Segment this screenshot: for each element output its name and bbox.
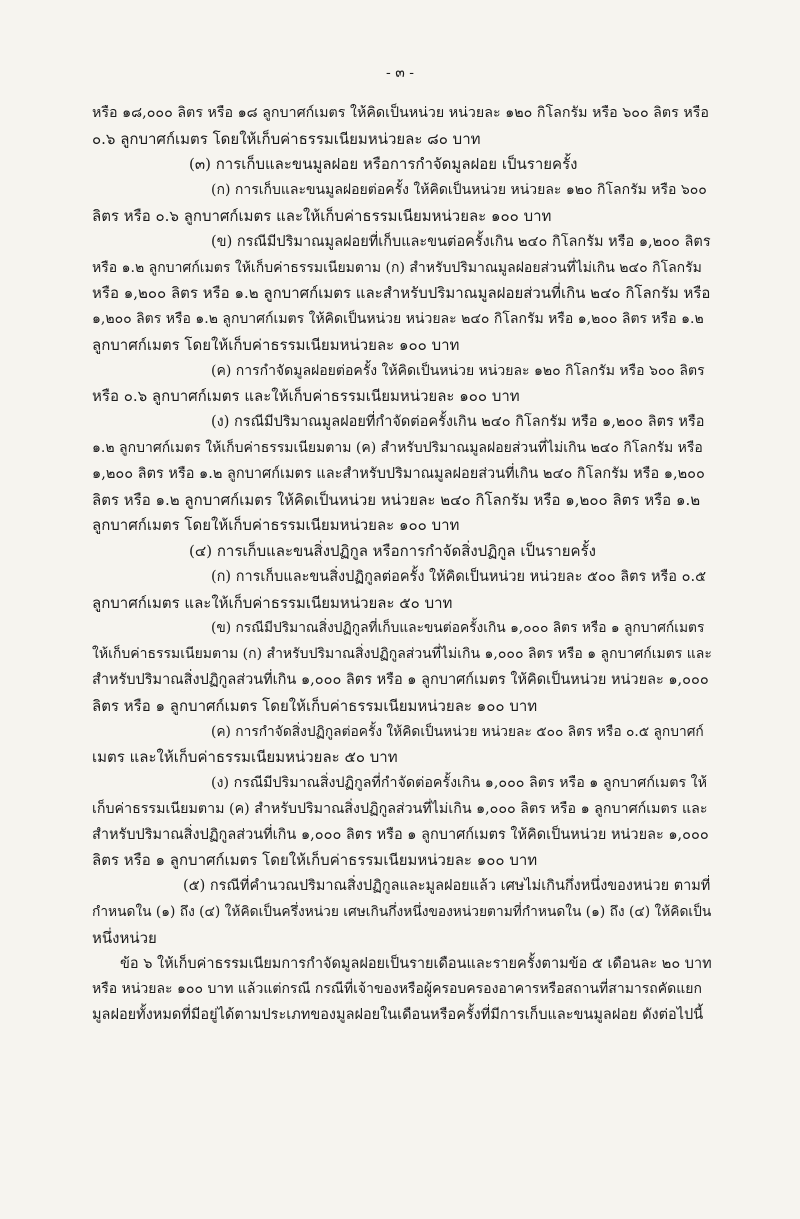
text-line: (ค) การกำจัดมูลฝอยต่อครั้ง ให้คิดเป็นหน่วย หน่วยละ ๑๒๐ กิโลกรัม หรือ ๖๐๐ ลิตร <box>211 363 705 379</box>
text-line: ๑,๒๐๐ ลิตร หรือ ๑.๒ ลูกบาศก์เมตร ให้คิดเป็นหน่วย หน่วยละ ๒๔๐ กิโลกรัม หรือ ๑,๒๐๐ ลิตร หรือ ๑.๒ <box>92 311 704 327</box>
text-line: ลิตร หรือ ๑.๒ ลูกบาศก์เมตร ให้คิดเป็นหน่วย หน่วยละ ๒๔๐ กิโลกรัม หรือ ๑,๒๐๐ ลิตร หรือ ๑.๒ <box>92 491 701 509</box>
text-line: หรือ หน่วยละ ๑๐๐ บาท แล้วแต่กรณี กรณีที่เจ้าของหรือผู้ครอบครองอาคารหรือสถานที่สามารถคัดแยก <box>92 981 702 997</box>
text-line: เมตร และให้เก็บค่าธรรมเนียมหน่วยละ ๕๐ บาท <box>92 748 398 766</box>
text-line: ลิตร หรือ ๑ ลูกบาศก์เมตร โดยให้เก็บค่าธรรมเนียมหน่วยละ ๑๐๐ บาท <box>92 851 538 869</box>
text-line: (๔) การเก็บและขนสิ่งปฏิกูล หรือการกำจัดสิ่งปฏิกูล เป็นรายครั้ง <box>189 542 596 560</box>
text-line: ลูกบาศก์เมตร โดยให้เก็บค่าธรรมเนียมหน่วยละ ๑๐๐ บาท <box>92 516 460 534</box>
text-line: หนึ่งหน่วย <box>92 929 157 947</box>
text-line: (ง) กรณีมีปริมาณมูลฝอยที่กำจัดต่อครั้งเกิน ๒๔๐ กิโลกรัม หรือ ๑,๒๐๐ ลิตร หรือ <box>211 414 705 430</box>
text-line: มูลฝอยทั้งหมดที่มีอยู่ได้ตามประเภทของมูลฝอยในเดือนหรือครั้งที่มีการเก็บและขนมูลฝอย ดังต่อไปนี้ <box>92 1007 704 1023</box>
page-number: - ๓ - <box>386 65 414 81</box>
text-line: ลิตร หรือ ๐.๖ ลูกบาศก์เมตร และให้เก็บค่าธรรมเนียมหน่วยละ ๑๐๐ บาท <box>92 207 552 225</box>
text-line: กำหนดใน (๑) ถึง (๔) ให้คิดเป็นครึ่งหน่วย เศษเกินกึ่งหนึ่งของหน่วยตามที่กำหนดใน (๑) ถึง (๔) ให้คิดเป็น <box>92 904 712 920</box>
text-line: ลูกบาศก์เมตร โดยให้เก็บค่าธรรมเนียมหน่วยละ ๑๐๐ บาท <box>92 336 460 354</box>
text-line: เก็บค่าธรรมเนียมตาม (ค) สำหรับปริมาณสิ่งปฏิกูลส่วนที่ไม่เกิน ๑,๐๐๐ ลิตร หรือ ๑ ลูกบาศก์เมตร และ <box>92 801 708 817</box>
text-line: ลิตร หรือ ๑ ลูกบาศก์เมตร โดยให้เก็บค่าธรรมเนียมหน่วยละ ๑๐๐ บาท <box>92 697 538 715</box>
text-line: หรือ ๑๘,๐๐๐ ลิตร หรือ ๑๘ ลูกบาศก์เมตร ให้คิดเป็นหน่วย หน่วยละ ๑๒๐ กิโลกรัม หรือ ๖๐๐ ลิตร หรือ <box>92 105 709 121</box>
text-line: (ง) กรณีมีปริมาณสิ่งปฏิกูลที่กำจัดต่อครั้งเกิน ๑,๐๐๐ ลิตร หรือ ๑ ลูกบาศก์เมตร ให้ <box>211 775 708 791</box>
text-line: ให้เก็บค่าธรรมเนียมตาม (ก) สำหรับปริมาณสิ่งปฏิกูลส่วนที่ไม่เกิน ๑,๐๐๐ ลิตร หรือ ๑ ลูกบาศก์เมตร และ <box>92 646 712 662</box>
text-line: ๑,๒๐๐ ลิตร หรือ ๑.๒ ลูกบาศก์เมตร และสำหรับปริมาณมูลฝอยส่วนที่เกิน ๒๔๐ กิโลกรัม หรือ ๑,๒๐๐ <box>92 466 705 482</box>
text-line: หรือ ๑,๒๐๐ ลิตร หรือ ๑.๒ ลูกบาศก์เมตร และสำหรับปริมาณมูลฝอยส่วนที่เกิน ๒๔๐ กิโลกรัม หรือ <box>92 284 711 302</box>
text-line: (ค) การกำจัดสิ่งปฏิกูลต่อครั้ง ให้คิดเป็นหน่วย หน่วยละ ๕๐๐ ลิตร หรือ ๐.๕ ลูกบาศก์ <box>211 724 704 740</box>
text-line: ข้อ ๖ ให้เก็บค่าธรรมเนียมการกำจัดมูลฝอยเป็นรายเดือนและรายครั้งตามข้อ ๕ เดือนละ ๒๐ บาท <box>120 956 712 972</box>
text-line: (ข) กรณีมีปริมาณมูลฝอยที่เก็บและขนต่อครั้งเกิน ๒๔๐ กิโลกรัม หรือ ๑,๒๐๐ ลิตร <box>211 234 711 250</box>
text-line: (๓) การเก็บและขนมูลฝอย หรือการกำจัดมูลฝอย เป็นรายครั้ง <box>189 155 578 173</box>
text-line: ลูกบาศก์เมตร และให้เก็บค่าธรรมเนียมหน่วยละ ๕๐ บาท <box>92 594 453 612</box>
text-line: (ก) การเก็บและขนมูลฝอยต่อครั้ง ให้คิดเป็นหน่วย หน่วยละ ๑๒๐ กิโลกรัม หรือ ๖๐๐ <box>211 182 707 198</box>
text-line: หรือ ๐.๖ ลูกบาศก์เมตร และให้เก็บค่าธรรมเนียมหน่วยละ ๑๐๐ บาท <box>92 387 520 405</box>
text-line: ๑.๒ ลูกบาศก์เมตร ให้เก็บค่าธรรมเนียมตาม (ค) สำหรับปริมาณมูลฝอยส่วนที่ไม่เกิน ๒๔๐ กิโลกรัม หรือ <box>92 440 703 456</box>
text-line: สำหรับปริมาณสิ่งปฏิกูลส่วนที่เกิน ๑,๐๐๐ ลิตร หรือ ๑ ลูกบาศก์เมตร ให้คิดเป็นหน่วย หน่วยละ ๑,๐๐๐ <box>92 827 709 843</box>
text-line: (ก) การเก็บและขนสิ่งปฏิกูลต่อครั้ง ให้คิดเป็นหน่วย หน่วยละ ๕๐๐ ลิตร หรือ ๐.๕ <box>211 569 707 585</box>
text-line: ๐.๖ ลูกบาศก์เมตร โดยให้เก็บค่าธรรมเนียมหน่วยละ ๘๐ บาท <box>92 130 481 148</box>
text-line: สำหรับปริมาณสิ่งปฏิกูลส่วนที่เกิน ๑,๐๐๐ ลิตร หรือ ๑ ลูกบาศก์เมตร ให้คิดเป็นหน่วย หน่วยละ ๑,๐๐๐ <box>92 672 709 688</box>
text-line: (๕) กรณีที่คำนวณปริมาณสิ่งปฏิกูลและมูลฝอยแล้ว เศษไม่เกินกึ่งหนึ่งของหน่วย ตามที่ <box>183 878 711 894</box>
text-line: (ข) กรณีมีปริมาณสิ่งปฏิกูลที่เก็บและขนต่อครั้งเกิน ๑,๐๐๐ ลิตร หรือ ๑ ลูกบาศก์เมตร <box>211 620 705 636</box>
text-line: หรือ ๑.๒ ลูกบาศก์เมตร ให้เก็บค่าธรรมเนียมตาม (ก) สำหรับปริมาณมูลฝอยส่วนที่ไม่เกิน ๒๔๐ กิโลกรัม <box>92 260 702 276</box>
